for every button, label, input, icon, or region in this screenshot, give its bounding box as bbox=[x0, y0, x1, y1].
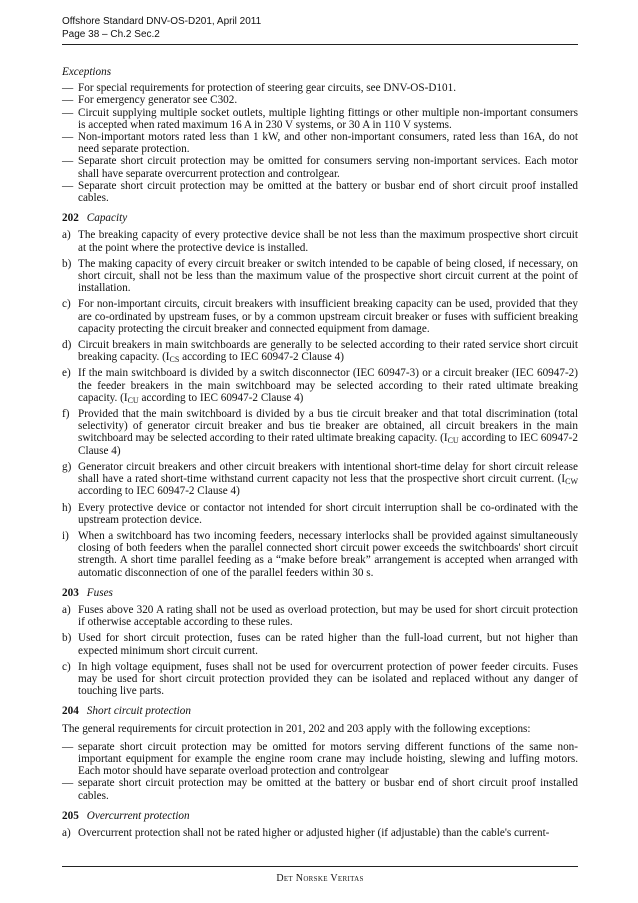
item-marker: b) bbox=[62, 632, 72, 645]
list-item bbox=[62, 339, 578, 363]
item-marker: i) bbox=[62, 529, 69, 542]
section-heading-203 bbox=[62, 587, 578, 599]
list-item bbox=[62, 604, 578, 628]
list-item-text: The making capacity of every circuit breaker or switch intended to be capable of being closed, if necessary, on short circuit, shall not be less than the maximum value of the prospective short circuit current at the point of installation. bbox=[78, 257, 578, 295]
dash-marker: — bbox=[62, 82, 74, 95]
item-marker: h) bbox=[62, 501, 72, 514]
item-marker: c) bbox=[62, 660, 71, 673]
dash-marker: — bbox=[62, 179, 74, 192]
list-item-text: separate short circuit protection may be omitted for motors serving different functions of the same non-important equipment for example the engine room crane may include hoisting, slewing and luffing motors. Each motor should have separate overload protection and controlgear bbox=[78, 740, 578, 778]
list-item-text: For non-important circuits, circuit breakers with insufficient breaking capacity can be used, provided that they are co-ordinated by upstream fuses, or by a common upstream circuit breaker or fuses with sufficient breaking capacity protecting the circuit breaker and connected equipment from damage. bbox=[78, 298, 578, 335]
short-circuit-exceptions-list bbox=[62, 741, 578, 802]
section-number: 203 bbox=[62, 586, 79, 599]
list-item-text: For special requirements for protection of steering gear circuits, see DNV-OS-D101. bbox=[78, 82, 456, 95]
item-marker: g) bbox=[62, 460, 72, 473]
list-item bbox=[62, 298, 578, 335]
section-heading-205 bbox=[62, 810, 578, 822]
list-item bbox=[62, 155, 578, 179]
list-item-text: For emergency generator see C302. bbox=[78, 94, 238, 107]
capacity-list bbox=[62, 229, 578, 578]
list-item-text: Fuses above 320 A rating shall not be used as overload protection, but may be used for short circuit protection if otherwise acceptable according to these rules. bbox=[78, 603, 578, 629]
current-subscript: CU bbox=[447, 436, 459, 446]
dash-marker: — bbox=[62, 131, 74, 144]
list-item-text: When a switchboard has two incoming feeders, necessary interlocks shall be provided against simultaneously closing of both feeders when the parallel connected short circuit power exceeds the switchboards' short circuit strength. A short time parallel feeding as a “make before break” arrangement is accepted when arranged with automatic disconnection of one of the parallel feeders within 30 s. bbox=[78, 529, 578, 579]
fuses-list bbox=[62, 604, 578, 697]
section-number: 202 bbox=[62, 212, 79, 225]
list-item-text: The breaking capacity of every protective device shall be not less than the maximum prospective short circuit at the point where the protective device is installed. bbox=[78, 229, 578, 254]
list-item-text: Circuit supplying multiple socket outlets, multiple lighting fittings or other multiple non-important consumers is accepted when rated maximum 16 A in 230 V systems, or 30 A in 110 V systems. bbox=[78, 106, 578, 131]
item-marker: b) bbox=[62, 257, 72, 270]
list-item-text-end: according to IEC 60947-2 Clause 4) bbox=[138, 391, 304, 404]
section-heading-202 bbox=[62, 212, 578, 224]
list-item bbox=[62, 741, 578, 778]
dash-marker: — bbox=[62, 155, 74, 168]
footer-rule bbox=[62, 866, 578, 867]
list-item bbox=[62, 94, 578, 106]
list-item-text-end: according to IEC 60947-2 Clause 4) bbox=[179, 351, 344, 364]
list-item bbox=[62, 461, 578, 498]
list-item-text: If the main switchboard is divided by a switch disconnector (IEC 60947-3) or a circuit breaker (IEC 60947-2) the feeder breakers in the main switchboard may be selected according to their rated ultimate breaking capacity. (I bbox=[78, 367, 578, 404]
header-rule bbox=[62, 44, 578, 45]
item-marker: a) bbox=[62, 229, 71, 242]
list-item-text: Generator circuit breakers and other circuit breakers with intentional short-time delay for short circuit release shall have a rated short-time withstand current capacity not less that the prospective short circuit current. (I bbox=[78, 460, 578, 486]
section-title: Short circuit protection bbox=[86, 705, 191, 718]
item-marker: f) bbox=[62, 408, 70, 421]
list-item bbox=[62, 367, 578, 404]
exceptions-list bbox=[62, 82, 578, 204]
dash-marker: — bbox=[62, 777, 74, 790]
list-item-text-end: according to IEC 60947-2 Clause 4) bbox=[78, 432, 578, 457]
page-footer: Det Norske Veritas bbox=[276, 873, 364, 884]
list-item-text: separate short circuit protection may be omitted at the battery or busbar end of short circuit proof installed cables. bbox=[78, 777, 578, 802]
list-item-text: Provided that the main switchboard is divided by a bus tie circuit breaker and that total discrimination (total selectivity) of generator circuit breaker and bus tie breaker are obtained, all circuit breakers in the main switchboard may be selected according to their rated ultimate breaking capacity. (I bbox=[78, 408, 578, 445]
section-intro: The general requirements for circuit protection in 201, 202 and 203 apply with the following exceptions: bbox=[62, 722, 531, 735]
item-marker: a) bbox=[62, 603, 71, 616]
item-marker: e) bbox=[62, 367, 71, 380]
dash-marker: — bbox=[62, 94, 74, 107]
list-item bbox=[62, 661, 578, 698]
list-item-text: Non-important motors rated less than 1 kW, and other non-important consumers, rated less than 16A, do not need separate protection. bbox=[78, 131, 578, 156]
list-item bbox=[62, 502, 578, 526]
list-item bbox=[62, 827, 578, 839]
list-item-text: In high voltage equipment, fuses shall not be used for overcurrent protection of power feeder circuits. Fuses may be used for short circuit protection provided they can be isolated and replaced without any danger of touching live parts. bbox=[78, 660, 578, 698]
dash-marker: — bbox=[62, 740, 74, 753]
dash-marker: — bbox=[62, 106, 74, 119]
list-item bbox=[62, 408, 578, 457]
list-item bbox=[62, 82, 578, 94]
header-standard-title: Offshore Standard DNV-OS-D201, April 2011 bbox=[62, 16, 262, 27]
list-item-text: Overcurrent protection shall not be rated higher or adjusted higher (if adjustable) than the cable's current- bbox=[78, 826, 550, 839]
page-header bbox=[62, 15, 580, 41]
list-item-text: Separate short circuit protection may be omitted for consumers serving non-important services. Each motor shall have separate overcurrent protection and controlgear. bbox=[78, 155, 578, 180]
list-item-text: Circuit breakers in main switchboards are generally to be selected according to their rated service short circuit breaking capacity. (I bbox=[78, 339, 578, 364]
section-heading-204 bbox=[62, 705, 578, 717]
list-item-text: Used for short circuit protection, fuses can be rated higher than the full-load current, but not higher than expected minimum short circuit current. bbox=[78, 632, 578, 657]
current-subscript: CU bbox=[127, 395, 139, 405]
list-item bbox=[62, 229, 578, 253]
exceptions-heading: Exceptions bbox=[62, 66, 112, 78]
list-item bbox=[62, 107, 578, 131]
list-item-text-end: according to IEC 60947-2 Clause 4) bbox=[78, 485, 240, 498]
document-body bbox=[62, 66, 578, 843]
current-subscript: CW bbox=[565, 477, 578, 487]
item-marker: a) bbox=[62, 826, 71, 839]
section-number: 205 bbox=[62, 809, 79, 822]
list-item bbox=[62, 180, 578, 204]
section-number: 204 bbox=[62, 705, 79, 718]
list-item-text: Separate short circuit protection may be omitted at the battery or busbar end of short circuit proof installed cables. bbox=[78, 179, 578, 205]
section-title: Capacity bbox=[86, 212, 128, 225]
list-item bbox=[62, 258, 578, 295]
list-item bbox=[62, 632, 578, 656]
section-title: Fuses bbox=[86, 586, 113, 599]
list-item bbox=[62, 131, 578, 155]
item-marker: c) bbox=[62, 298, 71, 311]
overcurrent-list bbox=[62, 827, 578, 839]
list-item bbox=[62, 777, 578, 801]
item-marker: d) bbox=[62, 339, 72, 352]
section-title: Overcurrent protection bbox=[86, 809, 190, 822]
list-item bbox=[62, 530, 578, 579]
list-item-text: Every protective device or contactor not intended for short circuit interruption shall be co-ordinated with the upstream protection device. bbox=[78, 501, 578, 526]
current-subscript: CS bbox=[169, 355, 180, 365]
header-page-ref: Page 38 – Ch.2 Sec.2 bbox=[62, 29, 160, 40]
